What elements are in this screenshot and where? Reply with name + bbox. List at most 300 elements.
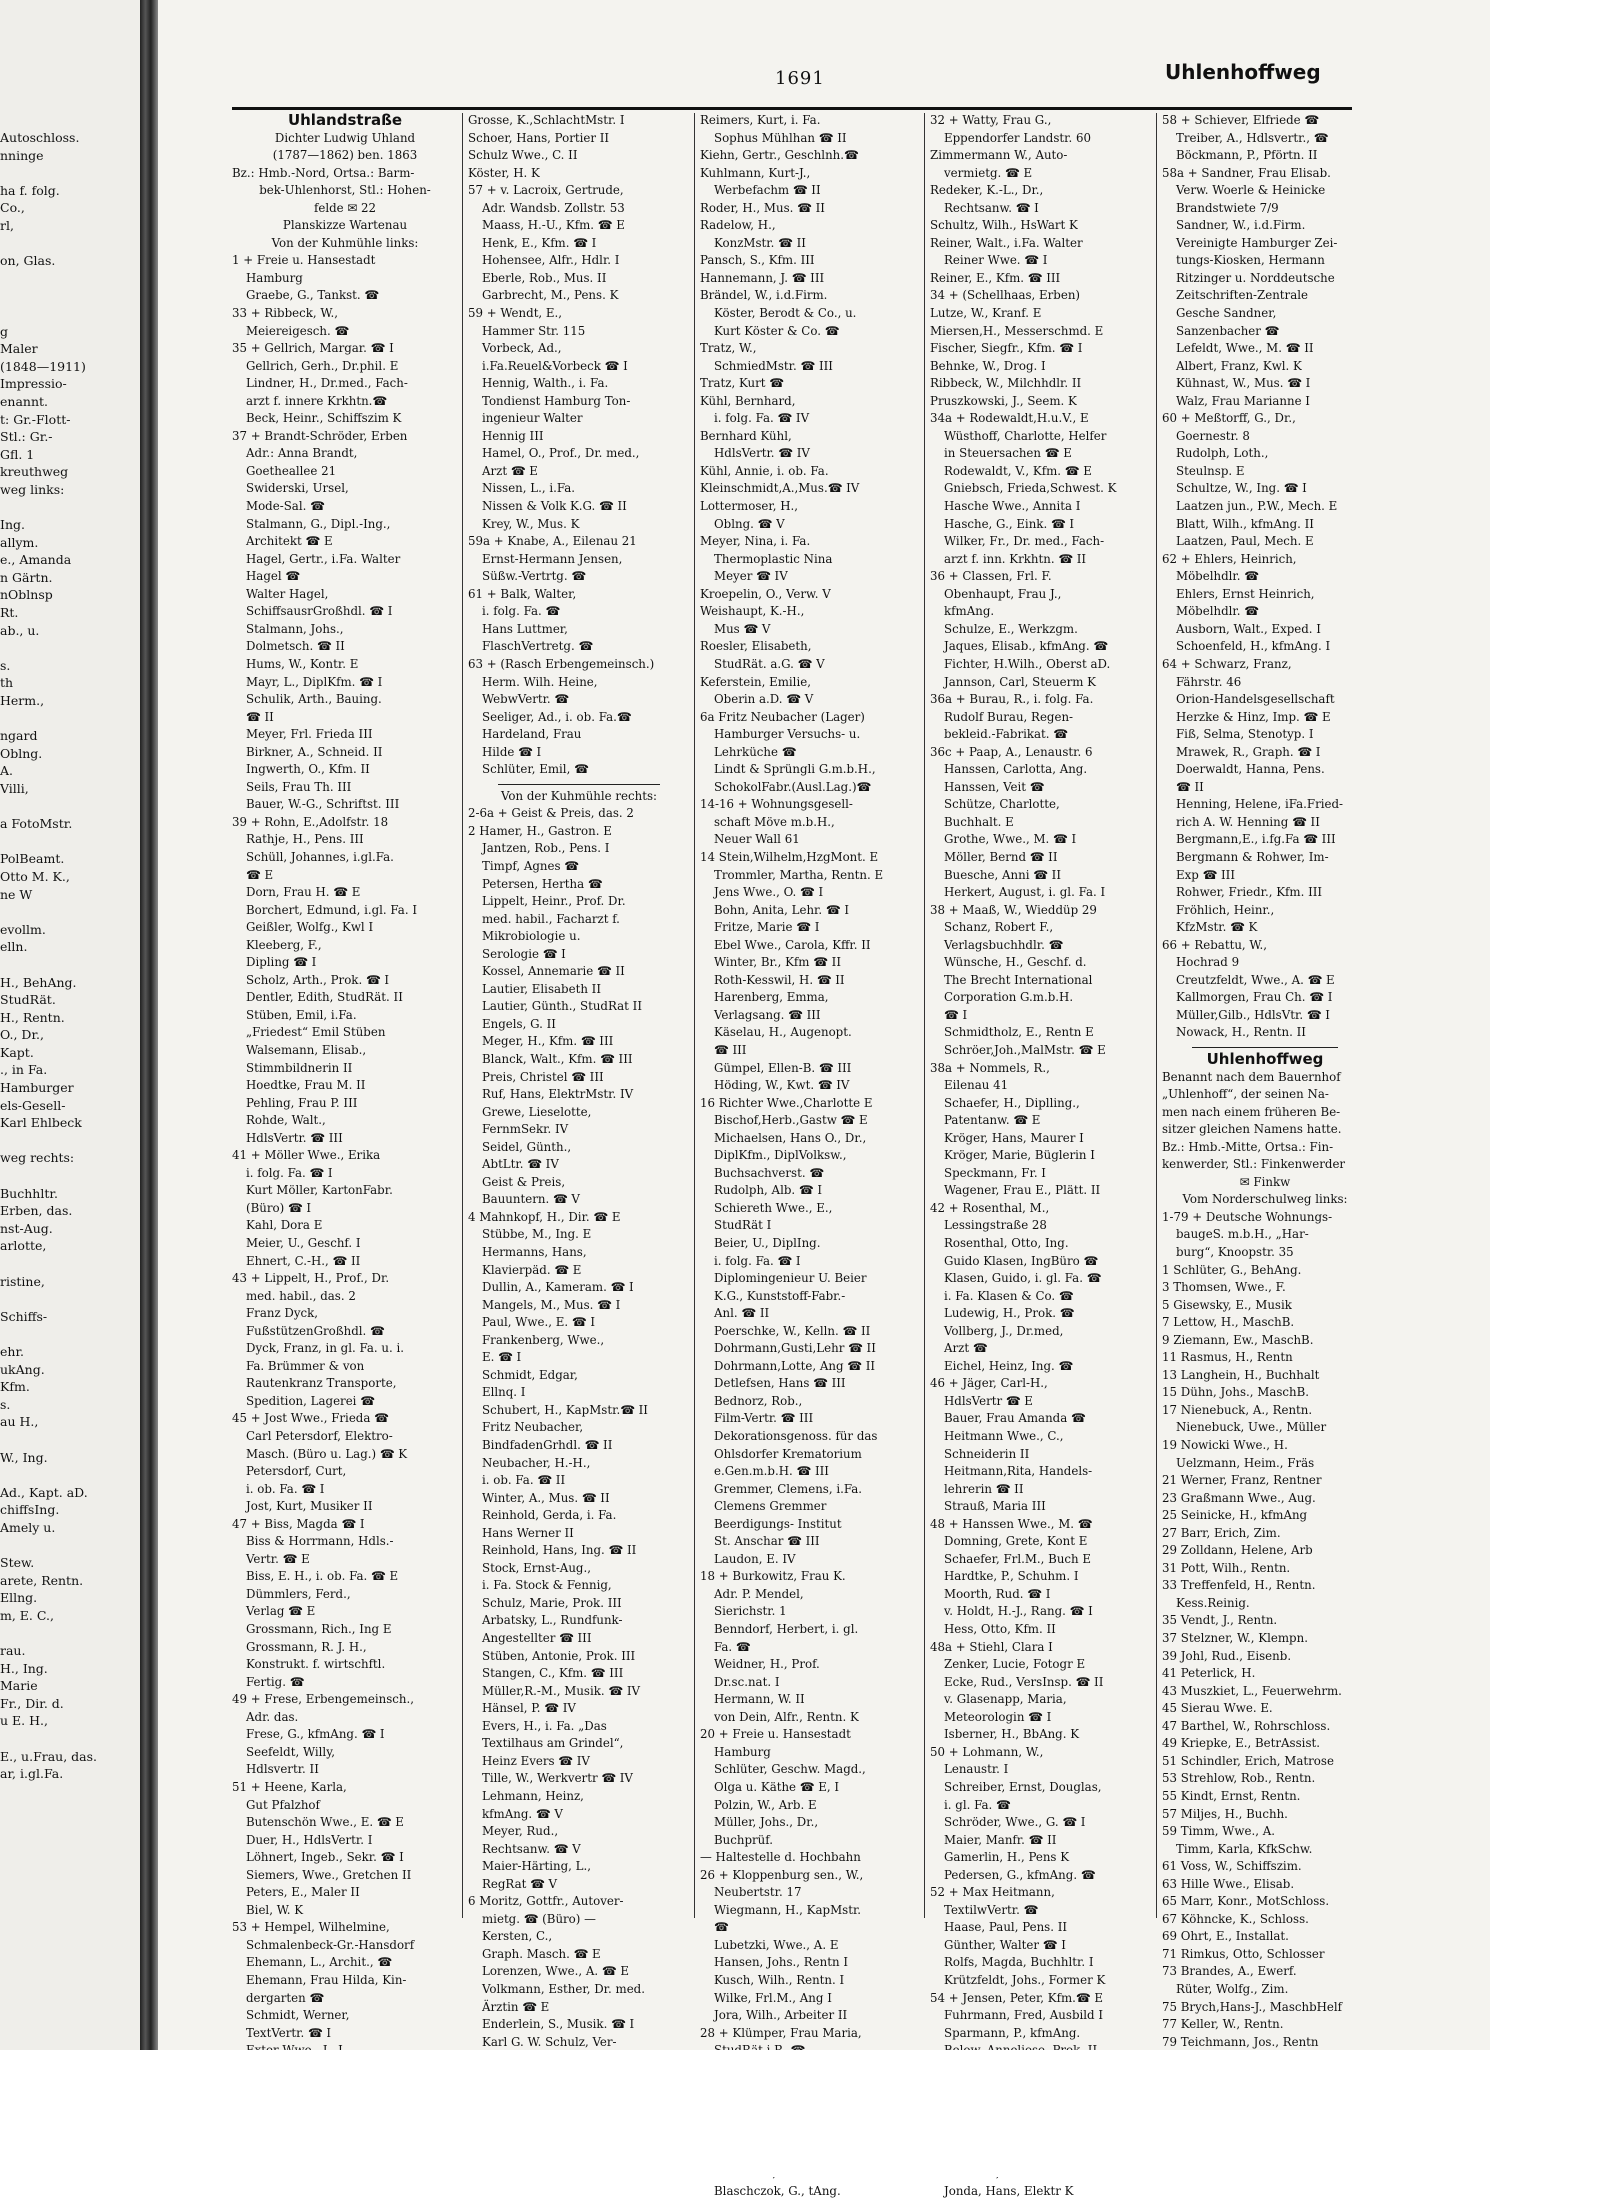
entry-line: von Dein, Alfr., Rentn. K: [714, 1709, 859, 1724]
fragment-line: Kfm.: [0, 1379, 30, 1395]
entry-line: med. habil., Facharzt f.: [482, 911, 620, 926]
address-line: Keferstein, Emilie,: [700, 674, 811, 689]
column-divider: [694, 113, 695, 1918]
fragment-line: Herm.,: [0, 693, 45, 708]
section-heading: Uhlandstraße: [287, 111, 403, 129]
section-note: ✉ Finkw: [1239, 1174, 1291, 1189]
entry-line: Schmalenbeck-Gr.-Hansdorf: [246, 1937, 415, 1952]
address-line: 48 + Hanssen Wwe., M. ☎: [930, 1516, 1093, 1531]
entry-line: Michaelsen, Hans O., Dr.,: [714, 1130, 867, 1145]
entry-line: SchmiedMstr. ☎ III: [714, 358, 833, 373]
column-2: [468, 113, 690, 2049]
entry-line: Rüter, Wolfg., Zim.: [1176, 1981, 1289, 1996]
entry-line: lehrerin ☎ II: [944, 1481, 1024, 1496]
entry-line: Lorenzen, Wwe., A. ☎ E: [482, 1964, 629, 1979]
fragment-line: Maler: [0, 341, 38, 357]
entry-line: i. folg. Fa. ☎ IV: [714, 411, 810, 426]
fragment-line: Otto M. K.,: [0, 868, 70, 884]
entry-line: Benndorf, Herbert, i. gl.: [714, 1622, 859, 1637]
entry-line: Kess.Reinig.: [1176, 1595, 1250, 1610]
entry-line: Rautenkranz Transporte,: [246, 1376, 397, 1391]
entry-line: Rechtsanw. ☎ I: [944, 200, 1039, 215]
entry-line: Heinz Evers ☎ IV: [482, 1753, 590, 1768]
address-line: 2-6a + Geist & Preis, das. 2: [468, 806, 634, 821]
entry-line: Neuer Wall 61: [714, 832, 800, 847]
address-line: 71 Rimkus, Otto, Schlosser: [1162, 1946, 1325, 1961]
entry-line: Bauer, W.-G., Schriftst. III: [246, 797, 400, 812]
entry-line: Hasche, G., Eink. ☎ I: [944, 516, 1075, 531]
entry-line: Ohlsdorfer Krematorium: [714, 1446, 862, 1461]
address-line: Lottermoser, H.,: [700, 499, 798, 514]
entry-line: Uelzmann, Heim., Fräs: [1176, 1455, 1315, 1470]
entry-line: Walz, Frau Marianne I: [1176, 393, 1310, 408]
entry-line: Käselau, H., Augenopt.: [714, 1025, 852, 1040]
entry-line: K.G., Kunststoff-Fabr.-: [714, 1288, 846, 1303]
entry-line: burg“, Knoopstr. 35: [1176, 1245, 1294, 1259]
entry-line: Schröder, Wwe., G. ☎ I: [944, 1815, 1086, 1830]
entry-line: Volkmann, Esther, Dr. med.: [482, 1981, 645, 1996]
entry-line: Siemers, Wwe., Gretchen II: [246, 1867, 412, 1882]
address-line: 49 Kriepke, E., BetrAssist.: [1162, 1736, 1320, 1751]
section-rule: [1192, 1047, 1338, 1048]
entry-line: Fa. Brümmer & von: [246, 1358, 365, 1373]
entry-line: Pehling, Frau P. III: [246, 1095, 358, 1110]
entry-line: Schmidtholz, E., Rentn E: [944, 1025, 1094, 1040]
entry-line: Corporation G.m.b.H.: [944, 990, 1074, 1005]
entry-line: Oblng. ☎ V: [714, 516, 785, 531]
entry-line: Wilker, Fr., Dr. med., Fach-: [944, 534, 1105, 549]
address-line: 59a + Knabe, A., Eilenau 21: [468, 534, 637, 549]
entry-line: Lenaustr. I: [944, 1762, 1009, 1777]
fragment-line: [0, 1538, 97, 1556]
entry-line: Müller,Gilb., HdlsVtr. ☎ I: [1176, 1007, 1330, 1022]
entry-line: Hilde ☎ I: [482, 744, 542, 759]
address-line: Kuhlmann, Kurt-J.,: [700, 165, 811, 180]
address-line: 28 + Klümper, Frau Maria,: [700, 2025, 862, 2040]
address-line: 38a + Nommels, R.,: [930, 1060, 1050, 1075]
entry-line: Walsemann, Elisab.,: [246, 1042, 367, 1057]
fragment-line: rl,: [0, 217, 14, 233]
left-page-fragment: [0, 0, 140, 2050]
entry-line: Fritze, Marie ☎ I: [714, 920, 820, 935]
entry-line: Kleeberg, F.,: [246, 937, 322, 952]
entry-line: Geißler, Wolfg., Kwl I: [246, 920, 374, 935]
entry-line: Müller, Johs., Dr.,: [714, 1815, 819, 1830]
entry-line: Schlüter, Geschw. Magd.,: [714, 1762, 866, 1777]
fragment-line: g: [0, 323, 9, 339]
entry-line: Fiß, Selma, Stenotyp. I: [1176, 727, 1314, 742]
fragment-line: W., Ing.: [0, 1449, 48, 1465]
entry-line: Jannson, Carl, Steuerm K: [944, 674, 1096, 689]
entry-line: Nowack, H., Rentn. II: [1176, 1025, 1306, 1040]
book-spine: [140, 0, 158, 2050]
address-line: 46 + Jäger, Carl-H.,: [930, 1376, 1048, 1391]
entry-line: Wilke, Frl.M., Ang I: [714, 1990, 832, 2005]
fragment-line: [0, 711, 97, 729]
entry-line: Walter Hagel,: [246, 586, 329, 601]
address-line: 25 Seinicke, H., kfmAng: [1162, 1508, 1308, 1523]
entry-line: Biss, E. H., i. ob. Fa. ☎ E: [246, 1569, 399, 1584]
address-line: 33 Treffenfeld, H., Rentn.: [1162, 1578, 1316, 1593]
address-line: Pruszkowski, J., Seem. K: [930, 393, 1077, 408]
entry-line: Nissen & Volk K.G. ☎ II: [482, 499, 627, 514]
address-line: Schultz, Wilh., HsWart K: [930, 218, 1078, 233]
entry-line: Rudolph, Loth.,: [1176, 446, 1269, 461]
entry-line: Wüsthoff, Charlotte, Helfer: [944, 428, 1107, 443]
fragment-line: evollm.: [0, 921, 46, 937]
address-line: 47 Barthel, W., Rohrschloss.: [1162, 1718, 1331, 1733]
entry-line: e.Gen.m.b.H. ☎ III: [714, 1464, 829, 1479]
entry-line: Weidner, H., Prof.: [714, 1657, 820, 1672]
entry-line: Adr. P. Mendel,: [714, 1586, 804, 1601]
entry-line: Buchhalt. E: [944, 814, 1014, 829]
fragment-line: kreuthweg: [0, 464, 69, 480]
entry-line: Lippelt, Heinr., Prof. Dr.: [482, 894, 626, 909]
fragment-line: [0, 1326, 97, 1344]
address-line: 69 Ohrt, E., Installat.: [1162, 1929, 1289, 1944]
entry-line: Anl. ☎ II: [714, 1306, 770, 1321]
address-line: 38 + Maaß, W., Wieddüp 29: [930, 902, 1097, 917]
entry-line: Schneiderin II: [944, 1446, 1030, 1461]
entry-line: Meyer ☎ IV: [714, 569, 788, 584]
address-line: 37 + Brandt-Schröder, Erben: [232, 428, 408, 443]
fragment-line: E., u.Frau, das.: [0, 1748, 98, 1764]
entry-line: Arzt ☎ E: [482, 463, 538, 478]
address-line: 17 Nienebuck, A., Rentn.: [1162, 1402, 1313, 1417]
fragment-line: H., Ing.: [0, 1660, 48, 1676]
entry-line: Jens Wwe., O. ☎ I: [714, 885, 824, 900]
address-line: Fischer, Siegfr., Kfm. ☎ I: [930, 341, 1083, 356]
entry-line: Dümmlers, Ferd.,: [246, 1586, 351, 1601]
entry-line: Dohrmann,Gusti,Lehr ☎ II: [714, 1341, 876, 1356]
entry-line: Timpf, Agnes ☎: [482, 858, 579, 873]
entry-line: Ehlers, Ernst Heinrich,: [1176, 586, 1315, 601]
address-line: 48a + Stiehl, Clara I: [930, 1639, 1053, 1654]
address-line: 45 Sierau Wwe. E.: [1162, 1701, 1273, 1716]
fragment-line: weg rechts:: [0, 1150, 75, 1166]
entry-line: Meier, U., Geschf. I: [246, 1236, 361, 1250]
entry-line: Goernestr. 8: [1176, 428, 1250, 443]
running-head: Uhlenhoffweg: [1165, 60, 1321, 84]
entry-line: i.Fa.Reuel&Vorbeck ☎ I: [482, 358, 628, 373]
entry-line: Geist & Preis,: [482, 1174, 566, 1189]
entry-line: Winter, A., Mus. ☎ II: [482, 1490, 610, 1505]
entry-line: Fa. ☎: [714, 1639, 751, 1654]
entry-line: Bergmann & Rohwer, Im-: [1176, 849, 1329, 864]
entry-line: Schultze, W., Ing. ☎ I: [1176, 481, 1307, 496]
fragment-line: t: Gr.-Flott-: [0, 411, 71, 427]
entry-line: Wiegmann, H., KapMstr.: [714, 1902, 862, 1917]
fragment-line: [0, 904, 97, 922]
entry-line: ☎ III: [714, 1042, 747, 1057]
entry-line: Süßw.-Vertrtg. ☎: [482, 569, 587, 584]
section-note: Planskizze Wartenau: [282, 218, 408, 233]
entry-line: Doerwaldt, Hanna, Pens.: [1176, 762, 1325, 777]
column-3: [700, 113, 920, 2198]
address-line: 15 Dühn, Johs., MaschB.: [1162, 1385, 1310, 1400]
entry-line: Tille, W., Werkvertr ☎ IV: [482, 1771, 633, 1786]
fragment-line: ar, i.gl.Fa.: [0, 1766, 64, 1782]
entry-line: Petersen, Hertha ☎: [482, 876, 603, 891]
fragment-line: ab., u.: [0, 622, 40, 638]
entry-line: Fertig. ☎: [246, 1674, 305, 1689]
entry-line: ☎ E: [246, 867, 274, 882]
top-rule: [232, 107, 1352, 110]
entry-line: Reiner Wwe. ☎ I: [944, 253, 1048, 268]
entry-line: Gremmer, Clemens, i.Fa.: [714, 1481, 863, 1496]
entry-line: Neubacher, H.-H.,: [482, 1455, 591, 1470]
fragment-line: [0, 1168, 97, 1186]
entry-line: Sierichstr. 1: [714, 1604, 787, 1619]
section-note: Von der Kuhmühle links:: [271, 235, 419, 250]
entry-line: Ellnq. I: [482, 1385, 526, 1400]
entry-line: Hardeland, Frau: [482, 727, 582, 742]
fragment-line: StudRät.: [0, 992, 56, 1008]
fragment-line: n Gärtn.: [0, 569, 53, 585]
address-line: 34a + Rodewaldt,H.u.V., E: [930, 411, 1089, 426]
address-line: 39 Johl, Rud., Eisenb.: [1162, 1648, 1292, 1663]
address-line: Reiner, Walt., i.Fa. Walter: [930, 235, 1083, 250]
address-line: 11 Rasmus, H., Rentn: [1162, 1350, 1293, 1365]
entry-line: Carl Petersdorf, Elektro-: [246, 1429, 393, 1444]
entry-line: Haase, Paul, Pens. II: [944, 1920, 1068, 1935]
address-line: 21 Werner, Franz, Rentner: [1162, 1473, 1322, 1488]
address-line: 77 Keller, W., Rentn.: [1162, 2017, 1284, 2032]
address-line: 47 + Biss, Magda ☎ I: [232, 1516, 365, 1531]
address-line: 31 Pott, Wilh., Rentn.: [1162, 1560, 1291, 1575]
entry-line: Frese, G., kfmAng. ☎ I: [246, 1727, 385, 1742]
entry-line: Heitmann,Rita, Handels-: [944, 1464, 1093, 1479]
entry-line: Vertr. ☎ E: [246, 1551, 310, 1566]
entry-line: Schulz, Marie, Prok. III: [482, 1595, 622, 1610]
entry-line: Serologie ☎ I: [482, 946, 566, 961]
entry-line: Textilhaus am Grindel“,: [482, 1736, 624, 1751]
entry-line: Fritz Neubacher,: [482, 1420, 584, 1435]
entry-line: BindfadenGrhdl. ☎ II: [482, 1438, 613, 1453]
entry-line: Ritzinger u. Norddeutsche: [1176, 270, 1335, 285]
fragment-line: ukAng.: [0, 1361, 45, 1377]
entry-line: Schröer,Joh.,MalMstr. ☎ E: [944, 1042, 1106, 1057]
entry-line: Mayr, L., DiplKfm. ☎ I: [246, 674, 383, 689]
address-line: 6a Fritz Neubacher (Lager): [700, 709, 865, 724]
entry-line: kfmAng.: [944, 604, 995, 619]
entry-line: med. habil., das. 2: [246, 1288, 356, 1303]
fragment-line: arete, Rentn.: [0, 1572, 84, 1588]
address-line: 27 Barr, Erich, Zim.: [1162, 1525, 1281, 1540]
entry-line: Mus ☎ V: [714, 621, 771, 636]
entry-line: HdlsVertr ☎ E: [944, 1393, 1033, 1408]
entry-line: Nissen, L., i.Fa.: [482, 481, 576, 496]
entry-line: i. Fa. Stock & Fennig,: [482, 1578, 612, 1593]
entry-line: i. ob. Fa. ☎ II: [482, 1473, 566, 1488]
entry-line: Eilenau 41: [944, 1078, 1009, 1093]
entry-line: Hagel ☎: [246, 569, 301, 584]
entry-line: Blaschczok, G., tAng.: [714, 2183, 841, 2198]
fragment-line: [0, 1291, 97, 1309]
entry-line: Bohn, Anita, Lehr. ☎ I: [714, 902, 849, 917]
entry-line: Preis, Christel ☎ III: [482, 1069, 604, 1084]
entry-line: FernmSekr. IV: [482, 1122, 569, 1137]
address-line: 51 + Heene, Karla,: [232, 1779, 347, 1794]
entry-line: Dohrmann,Lotte, Ang ☎ II: [714, 1358, 876, 1373]
entry-line: Laatzen, Paul, Mech. E: [1176, 534, 1314, 549]
entry-line: HdlsVertr. ☎ III: [246, 1130, 343, 1145]
entry-line: Hochrad 9: [1176, 955, 1240, 970]
section-rule: [498, 784, 660, 785]
entry-line: i. Fa. Klasen & Co. ☎: [944, 1288, 1074, 1303]
entry-line: Krey, W., Mus. K: [482, 516, 580, 531]
fragment-line: PolBeamt.: [0, 851, 65, 867]
fragment-line: rau.: [0, 1643, 26, 1659]
entry-line: Hoedtke, Frau M. II: [246, 1078, 366, 1093]
fragment-line: arlotte,: [0, 1238, 47, 1254]
address-line: Benannt nach dem Bauernhof: [1162, 1069, 1341, 1084]
fragment-line: s.: [0, 1396, 11, 1412]
entry-line: Meiereigesch. ☎: [246, 323, 350, 338]
entry-line: Domning, Grete, Kont E: [944, 1534, 1088, 1549]
address-line: 75 Brych,Hans-J., MaschbHelf: [1162, 1999, 1343, 2014]
entry-line: Winter, Br., Kfm ☎ II: [714, 955, 841, 970]
address-line: 42 + Rosenthal, M.,: [930, 1200, 1050, 1215]
entry-line: Ingwerth, O., Kfm. II: [246, 762, 370, 777]
entry-line: Petersdorf, Curt,: [246, 1464, 347, 1479]
address-line: Brändel, W., i.d.Firm.: [700, 288, 828, 303]
entry-line: Lessingstraße 28: [944, 1218, 1047, 1233]
entry-line: Henning, Helene, iFa.Fried-: [1176, 797, 1344, 812]
entry-line: Gellrich, Gerh., Dr.phil. E: [246, 358, 399, 373]
entry-line: Rodewaldt, V., Kfm. ☎ E: [944, 463, 1092, 478]
entry-line: Schreiber, Ernst, Douglas,: [944, 1779, 1102, 1794]
entry-line: Ehemann, Frau Hilda, Kin-: [246, 1972, 407, 1987]
address-line: 33 + Ribbeck, W.,: [232, 306, 338, 321]
address-line: men nach einem früheren Be-: [1162, 1104, 1341, 1119]
fragment-line: Impressio-: [0, 376, 67, 392]
entry-line: Laatzen jun., P.W., Mech. E: [1176, 499, 1338, 514]
fragment-line: [0, 236, 97, 254]
entry-line: in Steuersachen ☎ E: [944, 446, 1072, 461]
entry-line: Wünsche, H., Geschf. d.: [944, 955, 1087, 970]
address-line: 23 Graßmann Wwe., Aug.: [1162, 1490, 1316, 1505]
entry-line: Hennig III: [482, 428, 544, 443]
entry-line: Kurt Möller, KartonFabr.: [246, 1183, 393, 1198]
entry-line: Eppendorfer Landstr. 60: [944, 130, 1091, 145]
address-line: 36a + Burau, R., i. folg. Fa.: [930, 692, 1094, 707]
address-line: 41 Peterlick, H.: [1162, 1666, 1256, 1681]
entry-line: Hamburg: [246, 270, 303, 285]
entry-line: Hardtke, P., Schuhm. I: [944, 1569, 1079, 1584]
fragment-line: allym.: [0, 534, 39, 550]
fragment-line: Ing.: [0, 517, 25, 533]
entry-line: Seefeldt, Willy,: [246, 1744, 336, 1759]
address-line: Ribbeck, W., Milchhdlr. II: [930, 376, 1082, 391]
entry-line: Hasche Wwe., Annita I: [944, 499, 1081, 514]
entry-line: Lindner, H., Dr.med., Fach-: [246, 376, 408, 391]
entry-line: Fuhrmann, Fred, Ausbild I: [944, 2008, 1104, 2023]
section-note: (1787—1862) ben. 1863: [272, 148, 418, 163]
entry-line: Borchert, Edmund, i.gl. Fa. I: [246, 902, 417, 917]
entry-line: Mikrobiologie u.: [482, 929, 581, 944]
address-line: Lutze, W., Kranf. E: [930, 306, 1042, 321]
address-line: Redeker, K.-L., Dr.,: [930, 183, 1044, 198]
address-line: 37 Stelzner, W., Klempn.: [1162, 1631, 1308, 1646]
entry-line: Hansen, Johs., Rentn I: [714, 1955, 848, 1970]
address-line: Weishaupt, K.-H.,: [700, 604, 805, 619]
entry-line: Schaefer, H., Diplling.,: [944, 1095, 1080, 1110]
address-line: 43 + Lippelt, H., Prof., Dr.: [232, 1271, 390, 1286]
entry-line: Film-Vertr. ☎ III: [714, 1411, 814, 1426]
entry-line: ☎ II: [246, 709, 274, 724]
entry-line: Steulnsp. E: [1176, 463, 1245, 478]
fragment-line: au H.,: [0, 1414, 39, 1430]
address-line: 14 Stein,Wilhelm,HzgMont. E: [700, 849, 879, 864]
entry-line: Strauß, Maria III: [944, 1499, 1046, 1514]
address-line: Reiner, E., Kfm. ☎ III: [930, 270, 1061, 285]
section-note: felde ✉ 22: [313, 200, 377, 215]
fragment-line: [0, 306, 97, 324]
entry-line: Bergmann,E., i.fg.Fa ☎ III: [1176, 832, 1336, 847]
entry-line: Blatt, Wilh., kfmAng. II: [1176, 516, 1314, 531]
entry-line: Arbatsky, L., Rundfunk-: [482, 1613, 623, 1628]
entry-line: FlaschVertretg. ☎: [482, 639, 594, 654]
entry-line: Kröger, Marie, Büglerin I: [944, 1148, 1095, 1163]
fragment-line: Rt.: [0, 605, 19, 621]
entry-line: Spedition, Lagerei ☎: [246, 1393, 375, 1408]
fragment-line: Villi,: [0, 780, 29, 796]
address-line: kenwerder, Stl.: Finkenwerder: [1162, 1157, 1346, 1172]
entry-line: Verw. Woerle & Heinicke: [1176, 183, 1326, 198]
entry-line: Vereinigte Hamburger Zei-: [1176, 235, 1338, 250]
entry-line: Vorbeck, Ad.,: [482, 341, 562, 356]
fragment-line: [0, 1432, 97, 1450]
entry-line: Verlagsang. ☎ III: [714, 1007, 821, 1022]
fragment-line: ngard: [0, 728, 38, 744]
address-line: 43 Muszkiet, L., Feuerwehrm.: [1162, 1683, 1342, 1698]
entry-line: Hans Luttmer,: [482, 621, 568, 636]
column-divider: [462, 113, 463, 1918]
address-line: Bernhard Kühl,: [700, 428, 792, 443]
entry-line: Duer, H., HdlsVertr. I: [246, 1832, 373, 1847]
entry-line: Masch. (Büro u. Lag.) ☎ K: [246, 1446, 408, 1461]
entry-line: Albert, Franz, Kwl. K: [1176, 358, 1302, 373]
entry-line: Polzin, W., Arb. E: [714, 1797, 817, 1812]
entry-line: Schoenfeld, H., kfmAng. I: [1176, 639, 1331, 654]
address-line: 26 + Kloppenburg sen., W.,: [700, 1867, 864, 1882]
entry-line: Seidel, Günth.,: [482, 1139, 572, 1154]
entry-line: Jantzen, Rob., Pens. I: [482, 841, 610, 856]
entry-line: Enderlein, S., Musik. ☎ I: [482, 2017, 635, 2032]
address-line: 62 + Ehlers, Heinrich,: [1162, 551, 1297, 566]
fragment-line: m, E. C.,: [0, 1607, 54, 1623]
fragment-line: s.: [0, 657, 11, 673]
entry-line: Exp ☎ III: [1176, 867, 1235, 882]
address-line: — Haltestelle d. Hochbahn: [700, 1850, 861, 1865]
entry-line: Bednorz, Rob.,: [714, 1393, 803, 1408]
entry-line: Thermoplastic Nina: [714, 551, 833, 566]
fragment-line: ., in Fa.: [0, 1062, 48, 1078]
entry-line: Mangels, M., Mus. ☎ I: [482, 1297, 621, 1312]
fragment-line: enannt.: [0, 393, 48, 409]
entry-line: Hanssen, Veit ☎: [944, 779, 1045, 794]
entry-line: Vollberg, J., Dr.med,: [944, 1323, 1064, 1338]
address-line: 32 + Watty, Frau G.,: [930, 113, 1052, 127]
address-line: 59 Timm, Wwe., A.: [1162, 1824, 1275, 1839]
fragment-line: ne W: [0, 886, 33, 902]
entry-line: SchokolFabr.(Ausl.Lag.)☎: [714, 779, 872, 794]
column-4: [930, 113, 1152, 2198]
entry-line: i. folg. Fa. ☎ I: [714, 1253, 801, 1268]
entry-line: Hums, W., Kontr. E: [246, 656, 359, 671]
entry-line: schaft Möve m.b.H.,: [714, 814, 835, 829]
